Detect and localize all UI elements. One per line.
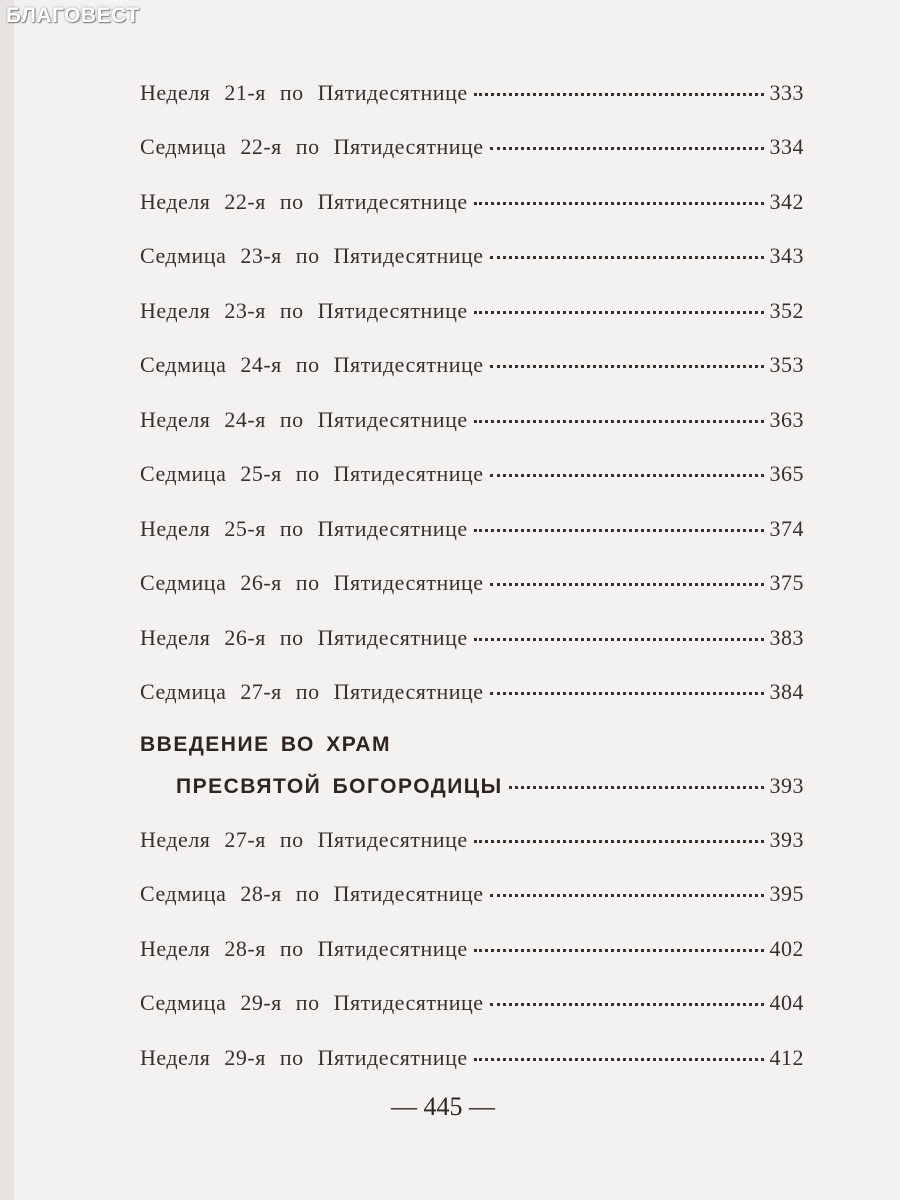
leader-dots [474,1058,764,1061]
toc-entry [140,679,804,705]
leader-dots [474,93,764,96]
toc-entry-title: Седмица 27-я по Пятидесятнице [140,679,484,704]
section-page: 393 [769,773,804,798]
leader-dots [490,894,764,897]
toc-entry-page: 393 [769,827,804,852]
toc-entry [140,570,804,596]
toc-entry-title: Неделя 25-я по Пятидесятнице [140,516,468,541]
toc-entry-title: Седмица 25-я по Пятидесятнице [140,461,484,486]
toc-entry-page: 375 [769,570,804,595]
toc-entry-page: 383 [769,625,804,650]
leader-dots [490,1003,764,1006]
leader-dots [474,420,764,423]
toc-entry-title: Седмица 29-я по Пятидесятнице [140,990,484,1015]
toc-entry-page: 365 [769,461,804,486]
toc-entry-page: 333 [769,80,804,105]
toc-entry-title: Седмица 26-я по Пятидесятнице [140,570,484,595]
toc-page [14,0,900,1200]
toc-entry [140,881,804,907]
toc-entry-page: 374 [769,516,804,541]
toc-entry [140,407,804,433]
leader-dots [509,786,764,789]
toc-entry-page: 402 [769,936,804,961]
adjacent-page-edge [0,0,15,1200]
toc-entry-title: Неделя 22-я по Пятидесятнице [140,189,468,214]
toc-entry [140,516,804,542]
leader-dots [490,583,764,586]
toc-entry [140,298,804,324]
leader-dots [490,365,764,368]
toc-entry [140,936,804,962]
toc-entry-page: 334 [769,134,804,159]
toc-entry-title: Седмица 23-я по Пятидесятнице [140,243,484,268]
toc-entry-title: Седмица 24-я по Пятидесятнице [140,352,484,377]
toc-entry [140,1045,804,1071]
toc-entry-page: 342 [769,189,804,214]
toc-entry-page: 343 [769,243,804,268]
section-heading-line1: ВВЕДЕНИЕ ВО ХРАМ [140,733,392,756]
toc-entry-title: Неделя 27-я по Пятидесятнице [140,827,468,852]
toc-entry-title: Неделя 21-я по Пятидесятнице [140,80,468,105]
leader-dots [474,638,764,641]
section-heading-entry [176,773,804,799]
toc-entry-title: Неделя 24-я по Пятидесятнице [140,407,468,432]
page-number: — 445 — [391,1092,495,1121]
toc-entry-title: Неделя 26-я по Пятидесятнице [140,625,468,650]
toc-entry [140,625,804,651]
toc-entry-title: Седмица 22-я по Пятидесятнице [140,134,484,159]
toc-entry [140,827,804,853]
toc-entry-page: 353 [769,352,804,377]
toc-entry [140,189,804,215]
leader-dots [474,311,764,314]
leader-dots [490,147,764,150]
toc-entry-title: Седмица 28-я по Пятидесятнице [140,881,484,906]
toc-entry-page: 384 [769,679,804,704]
section-heading-line2: ПРЕСВЯТОЙ БОГОРОДИЦЫ [176,775,503,798]
toc-entry-page: 352 [769,298,804,323]
toc-entry [140,134,804,160]
leader-dots [474,202,764,205]
toc-entry [140,243,804,269]
toc-entry-page: 404 [769,990,804,1015]
toc-entry [140,461,804,487]
leader-dots [490,692,764,695]
leader-dots [490,256,764,259]
toc-entry [140,352,804,378]
toc-entry-page: 412 [769,1045,804,1070]
toc-entry-page: 395 [769,881,804,906]
leader-dots [474,949,764,952]
leader-dots [490,474,764,477]
toc-entry-title: Неделя 23-я по Пятидесятнице [140,298,468,323]
leader-dots [474,529,764,532]
leader-dots [474,840,764,843]
toc-entry-title: Неделя 29-я по Пятидесятнице [140,1045,468,1070]
toc-entry-title: Неделя 28-я по Пятидесятнице [140,936,468,961]
toc-entry-page: 363 [769,407,804,432]
toc-entry [140,990,804,1016]
watermark-logo: БЛАГОВЕСТ [6,4,140,27]
toc-entry [140,80,804,106]
